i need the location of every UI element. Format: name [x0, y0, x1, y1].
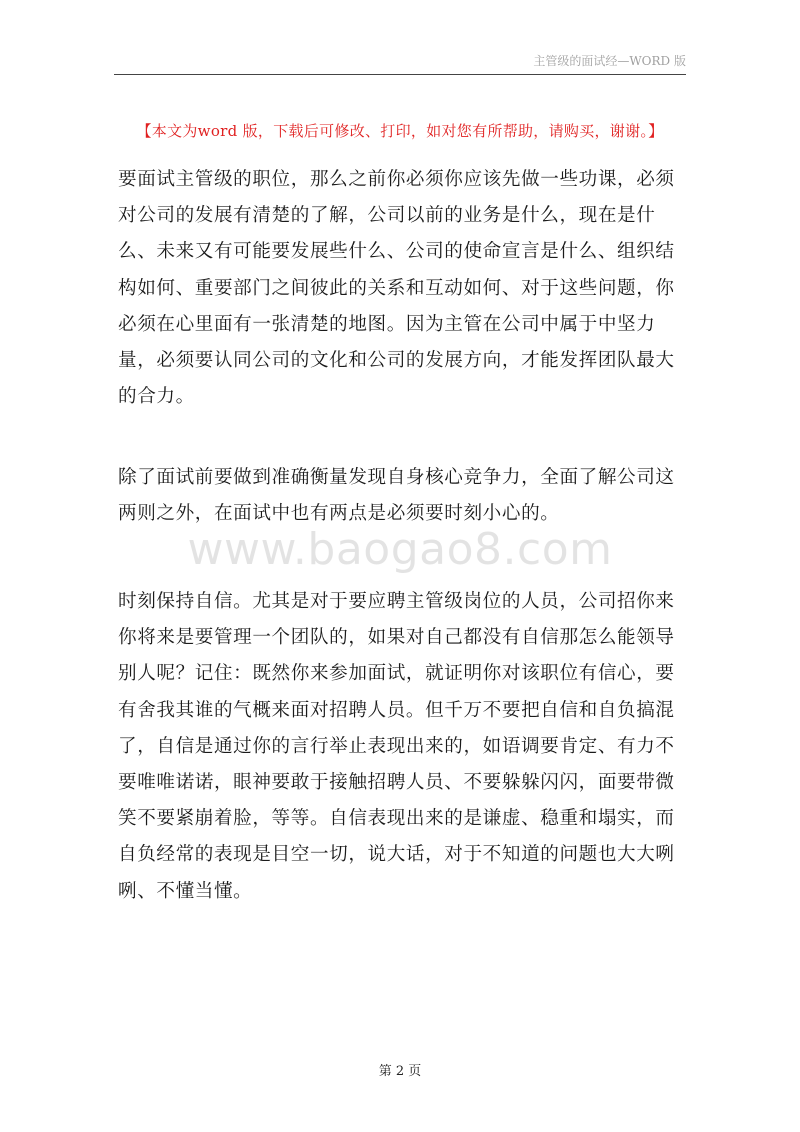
purchase-notice: 【本文为word 版，下载后可修改、打印，如对您有所帮助，请购买，谢谢。】: [136, 122, 664, 140]
running-header: 主管级的面试经—WORD 版: [533, 54, 686, 68]
page-number: 第 2 页: [378, 1064, 422, 1079]
body-paragraph-3: 时刻保持自信。尤其是对于要应聘主管级岗位的人员，公司招你来你将来是要管理一个团队的，如果对自己都没有自信那怎么能领导别人呢？记住：既然你来参加面试，就证明你对该职位有信心，要有舍我其谁的气概来面对招聘人员。但千万不要把自信和自负搞混了，自信是通过你的言行举止表现出来的，如语调要肯定、有力不要唯唯诺诺，眼神要敢于接触招聘人员、不要躲躲闪闪，面要带微笑不要紧崩着脸，等等。自信表现出来的是谦虚、稳重和塌实，而自负经常的表现是目空一切，说大话，对于不知道的问题也大大咧咧、不懂当懂。: [118, 591, 675, 902]
body-paragraph-2: 除了面试前要做到准确衡量发现自身核心竞争力，全面了解公司这两则之外，在面试中也有两点是必须要时刻小心的。: [118, 467, 675, 525]
header-divider: [114, 74, 686, 75]
site-watermark: www.baogao8.com: [187, 524, 613, 575]
body-paragraph-1: 要面试主管级的职位，那么之前你必须你应该先做一些功课，必须对公司的发展有清楚的了解，公司以前的业务是什么，现在是什么、未来又有可能要发展些什么、公司的使命宣言是什么、组织结构如何、重要部门之间彼此的关系和互动如何、对于这些问题，你必须在心里面有一张清楚的地图。因为主管在公司中属于中坚力量，必须要认同公司的文化和公司的发展方向，才能发挥团队最大的合力。: [118, 169, 675, 408]
